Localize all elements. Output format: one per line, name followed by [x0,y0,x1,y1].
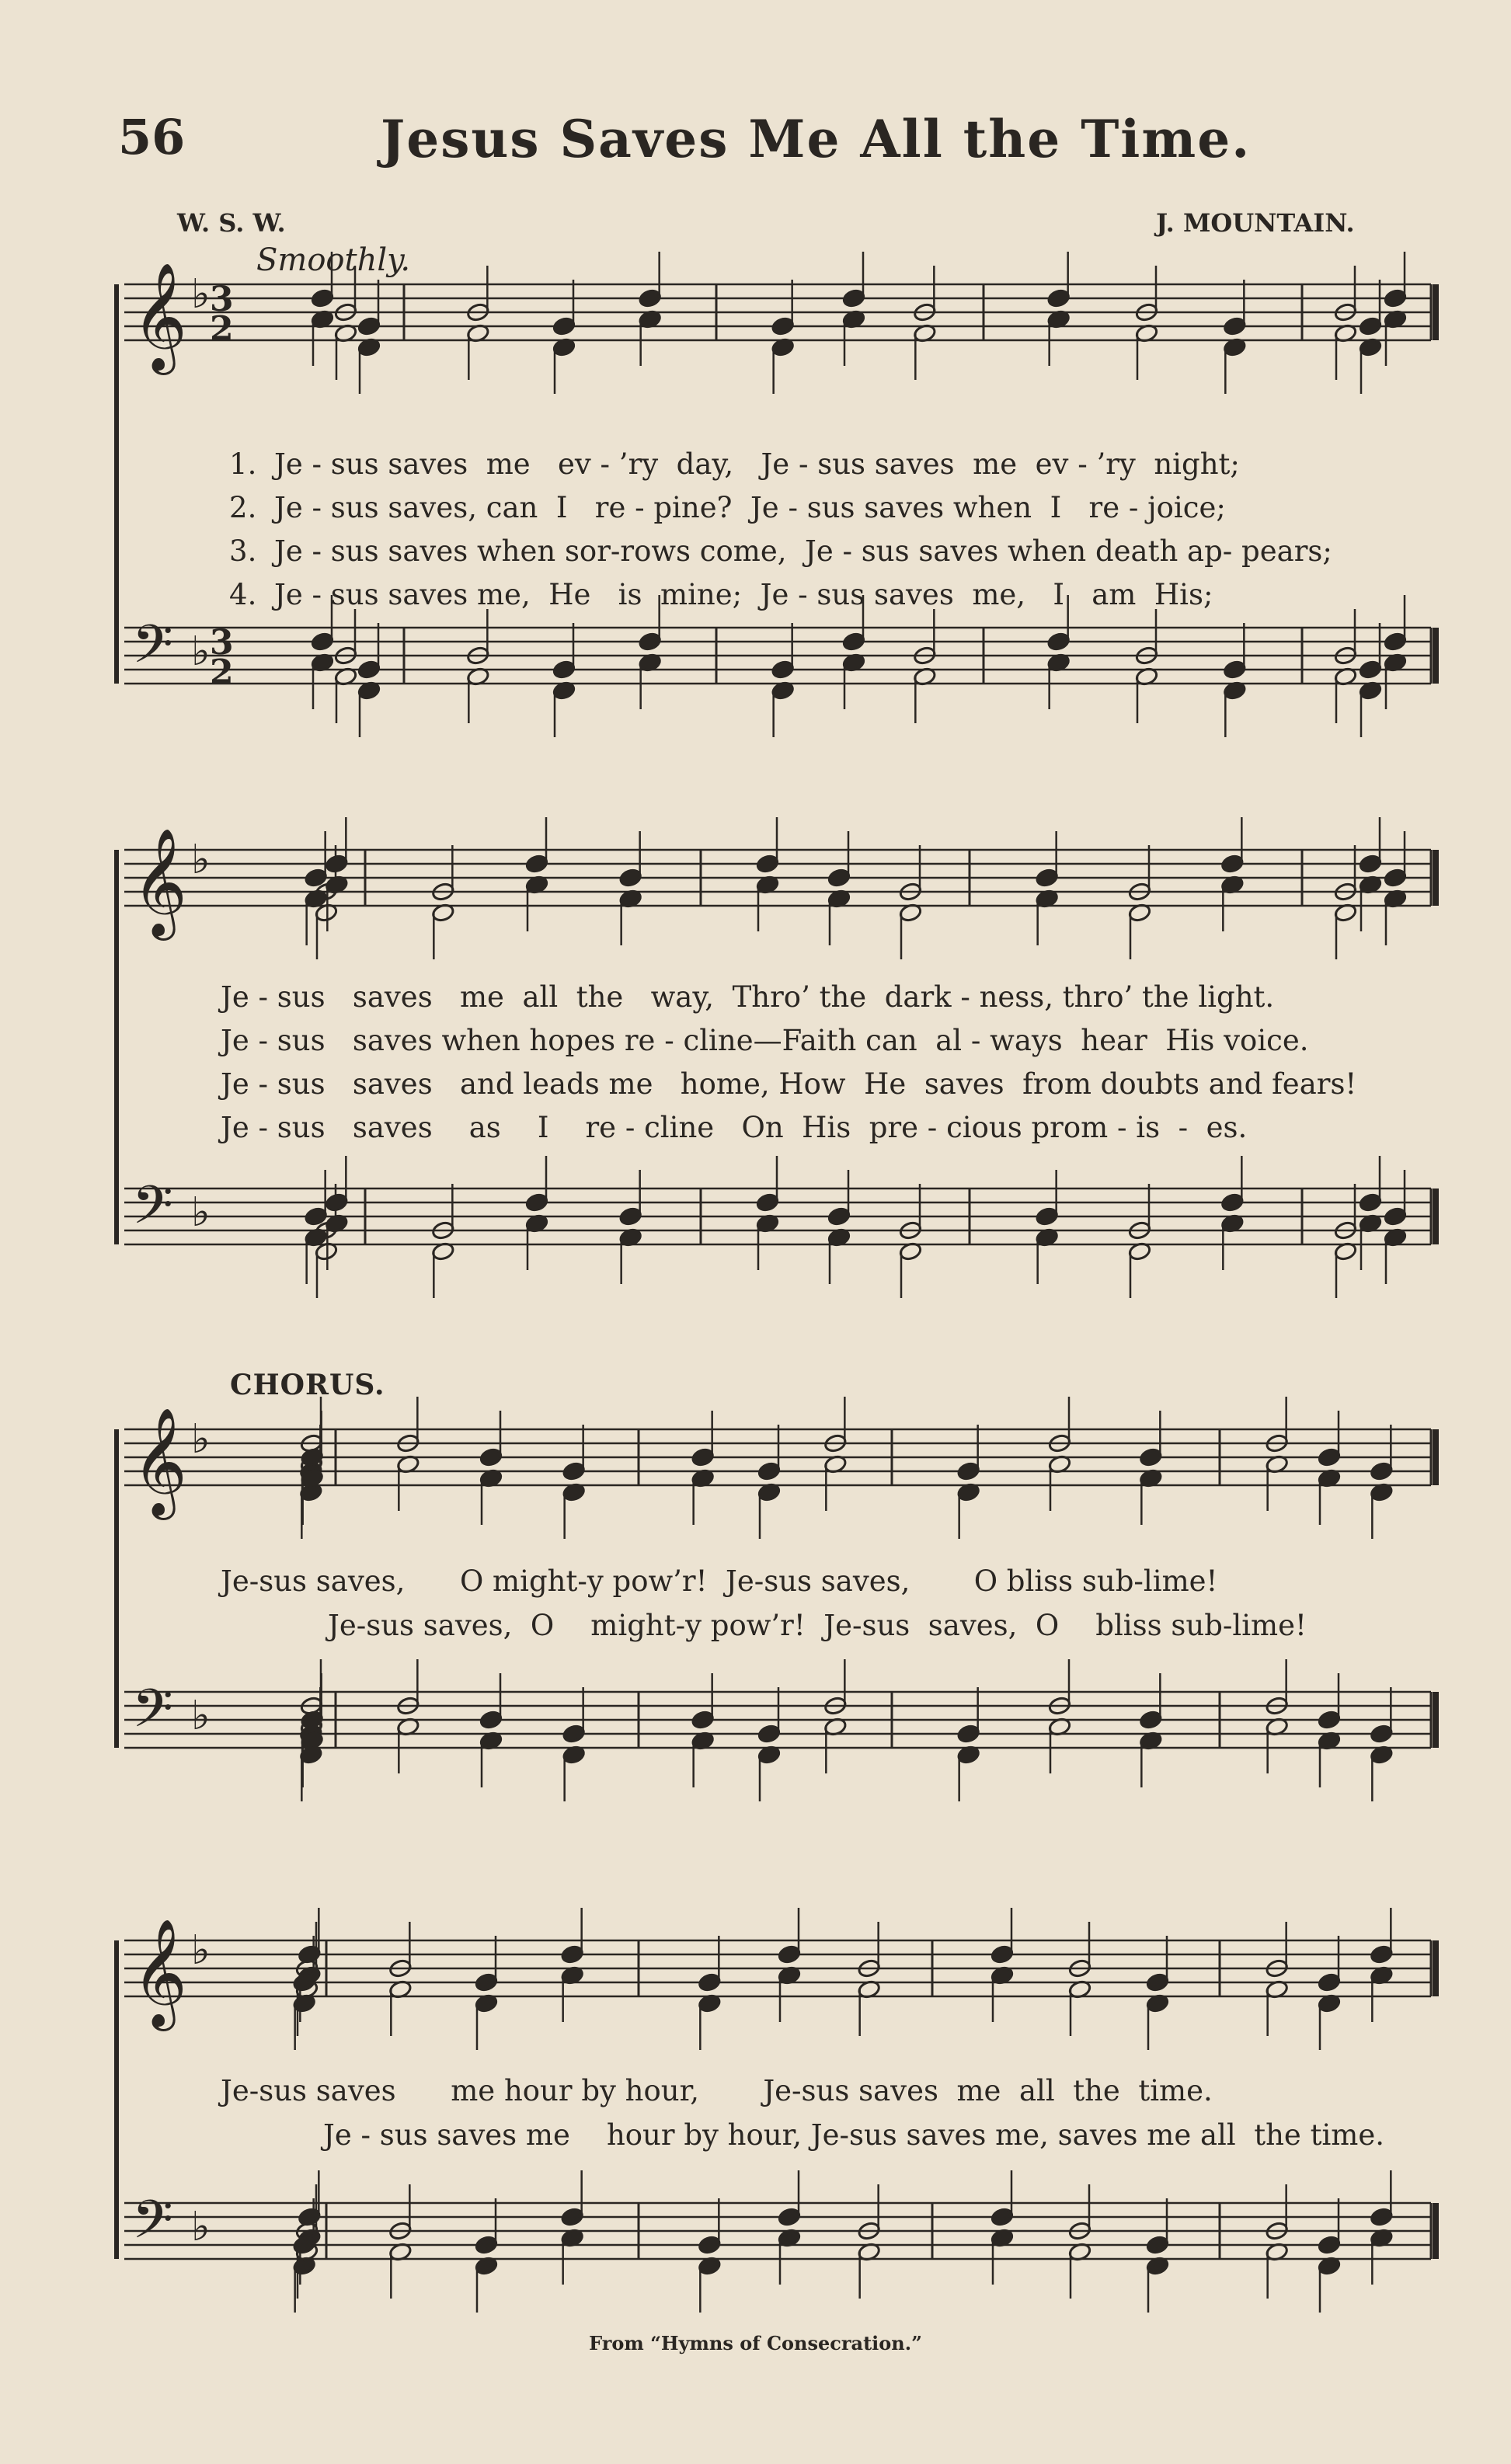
verse-line-6: Je - sus saves when hopes re - cline—Faith can al - ways hear His voice. [221,1024,1309,1057]
note-head [1384,288,1408,308]
note-head [1384,632,1408,652]
flat-icon: ♭ [191,1693,211,1739]
bass-clef-icon: 𝄢 [132,2190,173,2264]
chorus-label: CHORUS. [230,1369,385,1401]
note-head [698,2235,722,2255]
note-head [562,1461,586,1481]
note-head [1370,1461,1394,1481]
verse-line-5: Je - sus saves me all the way, Thro’ the dark - ness, thro’ the light. [221,980,1275,1014]
verse-number: 3. [229,534,257,568]
note-head [956,1461,980,1481]
verse-line-4 [193,545,1213,645]
note-head [1384,868,1408,888]
flat-icon: ♭ [191,271,211,318]
time-signature-bottom: 2 [210,309,234,349]
music-credit: J. MOUNTAIN. [1156,208,1355,238]
note-head [1146,2235,1170,2255]
note-head [1359,660,1383,680]
chorus-lyric-soprano-1: Je-sus saves, O might-y pow’r! Je-sus saves, O bliss sub-lime! [221,1564,1218,1598]
verse-number: 2. [229,491,257,524]
note-head [1384,1206,1408,1227]
verse-line-7: Je - sus saves and leads me home, How He saves from doubts and fears! [221,1067,1357,1101]
flat-icon: ♭ [191,1189,211,1236]
time-signature-bottom: 2 [210,653,234,692]
note-head [638,288,662,308]
note-head [1046,288,1071,308]
note-head [562,1724,586,1744]
words-credit: W. S. W. [177,208,286,238]
verse-text: Je - sus saves, can I re - pine? Je - sus saves when I re - joice; [274,491,1226,524]
verse-number: 4. [229,578,257,611]
note-head [691,1710,715,1730]
treble-clef-icon: 𝄞 [132,828,187,936]
note-head [842,288,866,308]
note-head [956,1724,980,1744]
flat-icon: ♭ [191,837,211,883]
treble-clef-icon: 𝄞 [132,263,187,371]
note-head [325,854,349,874]
chorus-lyric-alto-2: Je - sus saves me hour by hour, Je-sus saves me, saves me all the time. [323,2118,1385,2152]
treble-clef-icon: 𝄞 [132,1919,187,2027]
note-head [1318,1972,1342,1992]
note-head [771,660,795,680]
note-head [1220,854,1245,874]
note-head [1359,316,1383,336]
note-head [757,1724,782,1744]
source-footnote: From “Hymns of Consecration.” [589,2332,922,2354]
note-head [552,316,576,336]
note-head [618,1206,642,1227]
note-head [1370,1944,1394,1965]
chorus-lyric-soprano-2: Je-sus saves me hour by hour, Je-sus saves me all the time. [221,2074,1213,2107]
note-head [311,288,335,308]
flat-icon: ♭ [191,2204,211,2250]
time-signature-top: 3 [210,280,234,319]
note-head [1318,1447,1342,1467]
time-signature-top: 3 [210,623,234,663]
note-head [778,1944,802,1965]
flat-icon: ♭ [191,1927,211,1974]
note-head [525,1192,549,1213]
verse-text: Je - sus saves me ev - ’ry day, Je - sus saves me ev - ’ry night; [274,447,1240,481]
verse-text: Je - sus saves me, He is mine; Je - sus saves me, I am His; [274,578,1213,611]
treble-clef-icon: 𝄞 [132,1408,187,1516]
note-head [1220,1192,1245,1213]
note-head [357,316,381,336]
verse-line-8: Je - sus saves as I re - cline On His pre - cious prom - is - es. [221,1111,1248,1144]
note-head [475,2235,499,2255]
note-head [1318,2235,1342,2255]
note-head [991,1944,1015,1965]
tempo-marking: Smoothly. [256,242,411,278]
note-head [778,2207,802,2227]
note-head [698,1972,722,1992]
bass-clef-icon: 𝄢 [132,614,173,688]
note-head [1359,854,1383,874]
chorus-lyric-alto-1: Je-sus saves, O might-y pow’r! Je-sus saves, O bliss sub-lime! [328,1609,1307,1642]
flat-icon: ♭ [191,1416,211,1463]
note-head [357,660,381,680]
verse-text: Je - sus saves when sor-rows come, Je - sus saves when death ap- pears; [274,534,1332,568]
note-head [771,316,795,336]
note-head [1223,660,1247,680]
note-head [560,1944,584,1965]
note-head [325,1192,349,1213]
note-head [691,1447,715,1467]
note-head [757,1461,782,1481]
note-head [525,854,549,874]
flat-icon: ♭ [191,628,211,675]
note-head [991,2207,1015,2227]
note-head [552,660,576,680]
note-head [1318,1710,1342,1730]
note-head [1139,1710,1163,1730]
note-head [1035,1206,1059,1227]
note-head [827,868,851,888]
note-head [1359,1192,1383,1213]
page-number: 56 [118,109,186,165]
note-head [1035,868,1059,888]
note-head [1223,316,1247,336]
note-head [756,854,780,874]
note-head [560,2207,584,2227]
note-head [1370,2207,1394,2227]
note-head [756,1192,780,1213]
bass-clef-icon: 𝄢 [132,1175,173,1249]
bass-clef-icon: 𝄢 [132,1679,173,1752]
note-head [1146,1972,1170,1992]
hymn-title: Jesus Saves Me All the Time. [381,109,1252,169]
note-head [479,1447,503,1467]
verse-number: 1. [229,447,257,481]
note-head [618,868,642,888]
note-head [479,1710,503,1730]
note-head [1370,1724,1394,1744]
note-head [475,1972,499,1992]
note-head [1139,1447,1163,1467]
note-head [827,1206,851,1227]
